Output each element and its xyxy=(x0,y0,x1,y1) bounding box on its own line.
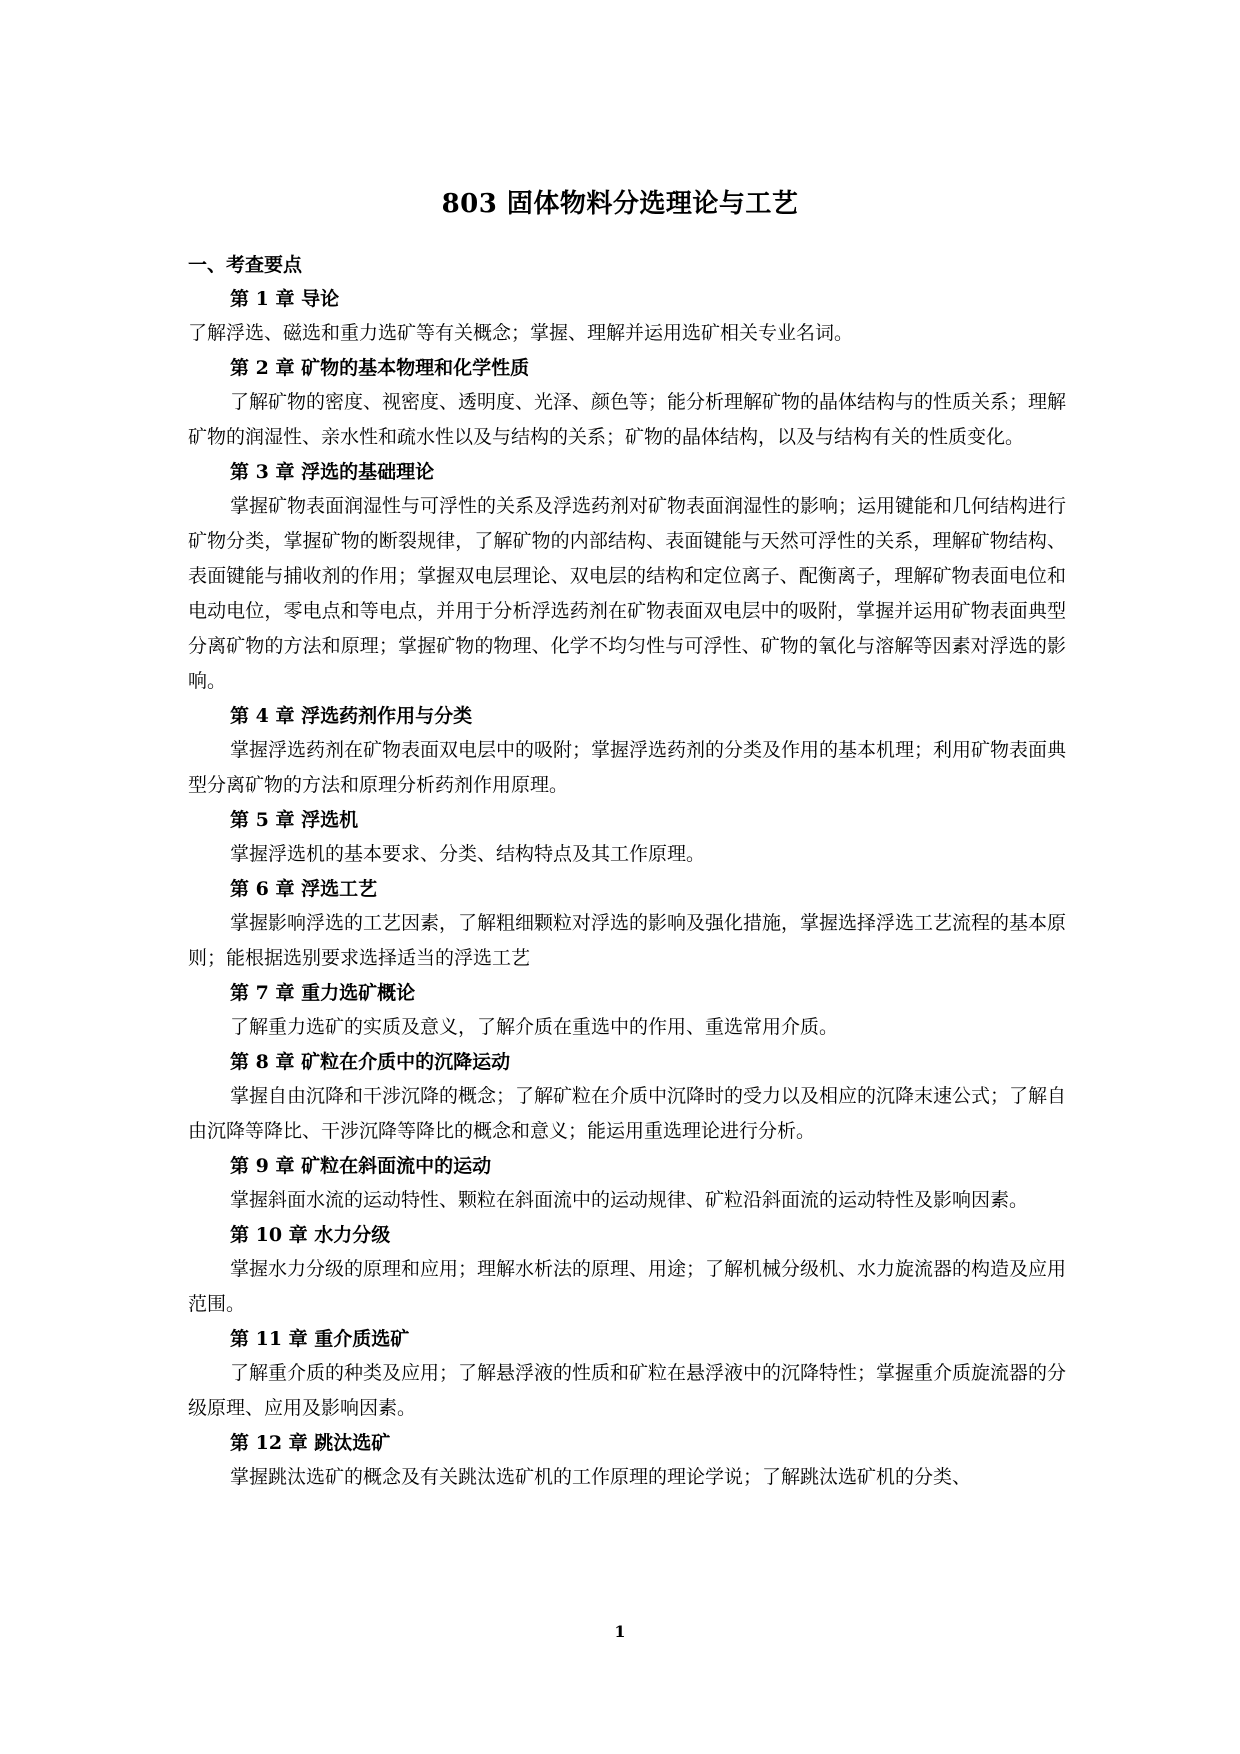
chapter-3-text: 掌握矿物表面润湿性与可浮性的关系及浮选药剂对矿物表面润湿性的影响；运用键能和几何结构进行矿物分类，掌握矿物的断裂规律，了解矿物的内部结构、表面键能与天然可浮性的关系，理解矿物结构、表面键能与捕收剂的作用；掌握双电层理论、双电层的结构和定位离子、配衡离子，理解矿物表面电位和电动电位，零电点和等电点，并用于分析浮选药剂在矿物表面双电层中的吸附，掌握并运用矿物表面典型分离矿物的方法和原理；掌握矿物的物理、化学不均匀性与可浮性、矿物的氧化与溶解等因素对浮选的影响。 xyxy=(188,495,1067,692)
chapter-11-heading: 第 11 章 重介质选矿 xyxy=(230,1328,410,1350)
chapter-10-text: 掌握水力分级的原理和应用；理解水析法的原理、用途；了解机械分级机、水力旋流器的构造及应用范围。 xyxy=(188,1258,1067,1315)
chapter-10-heading: 第 10 章 水力分级 xyxy=(230,1224,391,1246)
chapter-12-text: 掌握跳汰选矿的概念及有关跳汰选矿机的工作原理的理论学说；了解跳汰选矿机的分类、 xyxy=(230,1466,972,1488)
chapter-9-heading: 第 9 章 矿粒在斜面流中的运动 xyxy=(230,1155,492,1177)
section-heading: 一、考查要点 xyxy=(188,254,303,276)
document-body xyxy=(188,248,1066,1495)
chapter-5-text: 掌握浮选机的基本要求、分类、结构特点及其工作原理。 xyxy=(230,843,706,865)
chapter-4-heading: 第 4 章 浮选药剂作用与分类 xyxy=(230,705,473,727)
page-number: 1 xyxy=(614,1622,626,1641)
chapter-7-heading: 第 7 章 重力选矿概论 xyxy=(230,982,416,1004)
chapter-3-heading: 第 3 章 浮选的基础理论 xyxy=(230,461,435,483)
chapter-11-text: 了解重介质的种类及应用；了解悬浮液的性质和矿粒在悬浮液中的沉降特性；掌握重介质旋流器的分级原理、应用及影响因素。 xyxy=(188,1362,1067,1419)
chapter-6-heading: 第 6 章 浮选工艺 xyxy=(230,878,378,900)
chapter-4-text: 掌握浮选药剂在矿物表面双电层中的吸附；掌握浮选药剂的分类及作用的基本机理；利用矿物表面典型分离矿物的方法和原理分析药剂作用原理。 xyxy=(188,739,1067,796)
chapter-1-heading: 第 1 章 导论 xyxy=(230,288,340,310)
chapter-2-text: 了解矿物的密度、视密度、透明度、光泽、颜色等；能分析理解矿物的晶体结构与的性质关系；理解矿物的润湿性、亲水性和疏水性以及与结构的关系；矿物的晶体结构，以及与结构有关的性质变化。 xyxy=(188,391,1067,448)
chapter-8-text: 掌握自由沉降和干涉沉降的概念；了解矿粒在介质中沉降时的受力以及相应的沉降末速公式；了解自由沉降等降比、干涉沉降等降比的概念和意义；能运用重选理论进行分析。 xyxy=(188,1085,1067,1142)
chapter-12-heading: 第 12 章 跳汰选矿 xyxy=(230,1432,391,1454)
document-title: 803 固体物料分选理论与工艺 xyxy=(441,189,799,219)
chapter-1-text: 了解浮选、磁选和重力选矿等有关概念；掌握、理解并运用选矿相关专业名词。 xyxy=(188,322,854,344)
chapter-6-text: 掌握影响浮选的工艺因素，了解粗细颗粒对浮选的影响及强化措施，掌握选择浮选工艺流程的基本原则；能根据选别要求选择适当的浮选工艺 xyxy=(188,912,1067,969)
chapter-8-heading: 第 8 章 矿粒在介质中的沉降运动 xyxy=(230,1051,511,1073)
chapter-2-heading: 第 2 章 矿物的基本物理和化学性质 xyxy=(230,357,530,379)
chapter-5-heading: 第 5 章 浮选机 xyxy=(230,809,359,831)
chapter-9-text: 掌握斜面水流的运动特性、颗粒在斜面流中的运动规律、矿粒沿斜面流的运动特性及影响因素。 xyxy=(230,1189,1029,1211)
chapter-7-text: 了解重力选矿的实质及意义，了解介质在重选中的作用、重选常用介质。 xyxy=(230,1016,839,1038)
